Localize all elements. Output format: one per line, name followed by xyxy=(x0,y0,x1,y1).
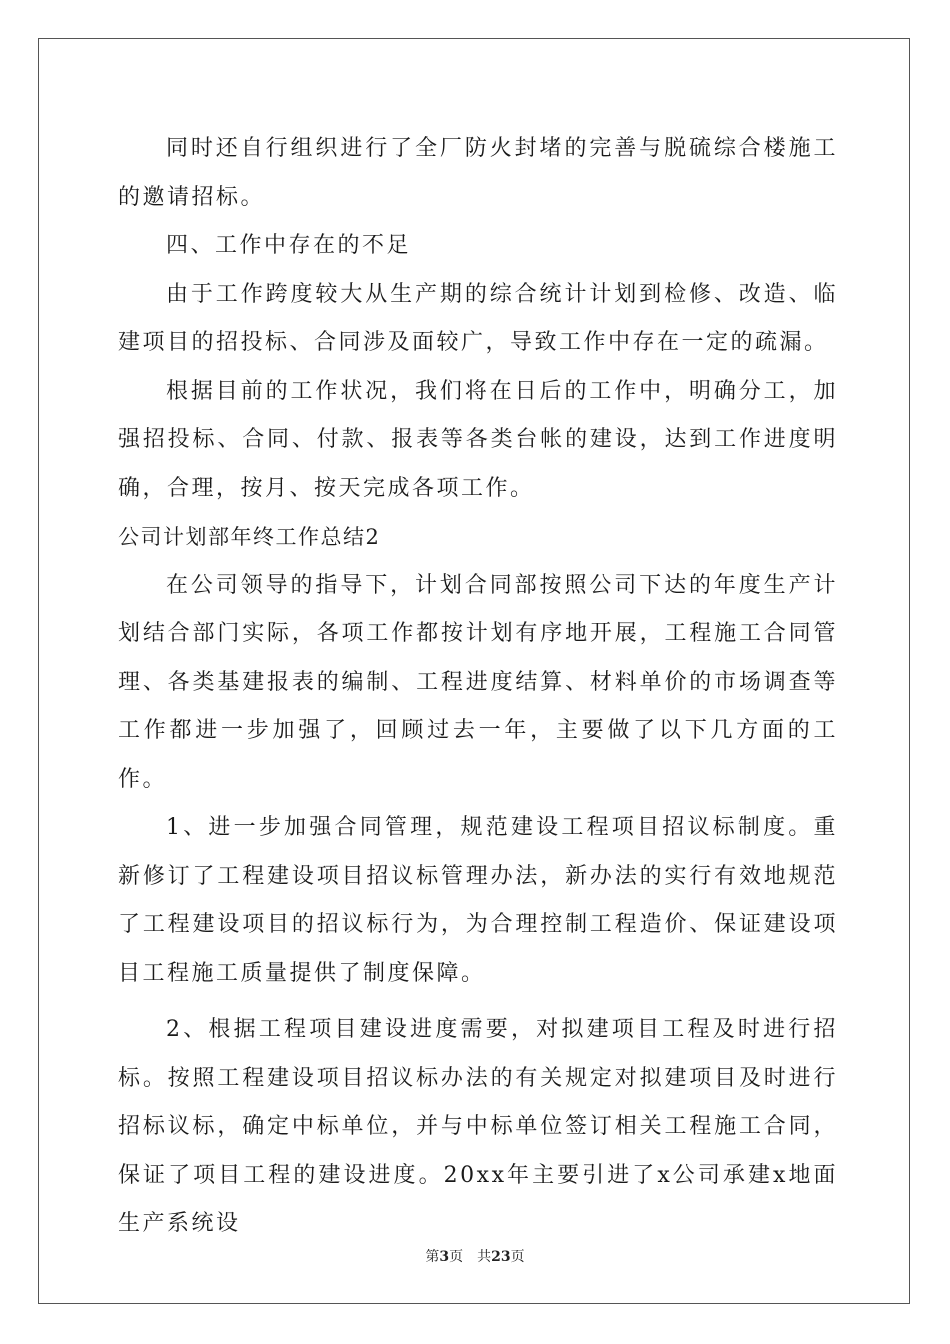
total-suffix: 页 xyxy=(510,1249,525,1265)
paragraph: 同时还自行组织进行了全厂防火封堵的完善与脱硫综合楼施工的邀请招标。 xyxy=(118,136,838,210)
paragraph: 由于工作跨度较大从生产期的综合统计计划到检修、改造、临建项目的招投标、合同涉及面较广，导致工作中存在一定的疏漏。 xyxy=(118,281,838,355)
paragraph: 在公司领导的指导下，计划合同部按照公司下达的年度生产计划结合部门实际，各项工作都按计划有序地开展，工程施工合同管理、各类基建报表的编制、工程进度结算、材料单价的市场调查等工作都进一步加强了，回顾过去一年，主要做了以下几方面的工作。 xyxy=(118,572,838,792)
paragraph: 1、进一步加强合同管理，规范建设工程项目招议标制度。重新修订了工程建设项目招议标管理办法，新办法的实行有效地规范了工程建设项目的招议标行为，为合理控制工程造价、保证建设项目工程施工质量提供了制度保障。 xyxy=(118,815,838,986)
page-suffix: 页 xyxy=(449,1249,464,1265)
total-prefix: 共 xyxy=(477,1249,492,1265)
page-total: 23 xyxy=(491,1249,511,1265)
paragraph: 2、根据工程项目建设进度需要，对拟建项目工程及时进行招标。按照工程建设项目招议标办法的有关规定对拟建项目及时进行招标议标，确定中标单位，并与中标单位签订相关工程施工合同，保证了项目工程的建设进度。20xx年主要引进了x公司承建x地面生产系统设 xyxy=(118,1017,838,1236)
paragraph: 根据目前的工作状况，我们将在日后的工作中，明确分工，加强招投标、合同、付款、报表等各类台帐的建设，达到工作进度明确，合理，按月、按天完成各项工作。 xyxy=(118,378,838,501)
document-body xyxy=(118,125,838,1249)
page-prefix: 第 xyxy=(425,1249,440,1265)
page-footer xyxy=(0,1246,950,1266)
section-heading: 四、工作中存在的不足 xyxy=(166,233,412,258)
document-title: 公司计划部年终工作总结2 xyxy=(118,525,381,549)
page-current: 3 xyxy=(439,1249,450,1265)
